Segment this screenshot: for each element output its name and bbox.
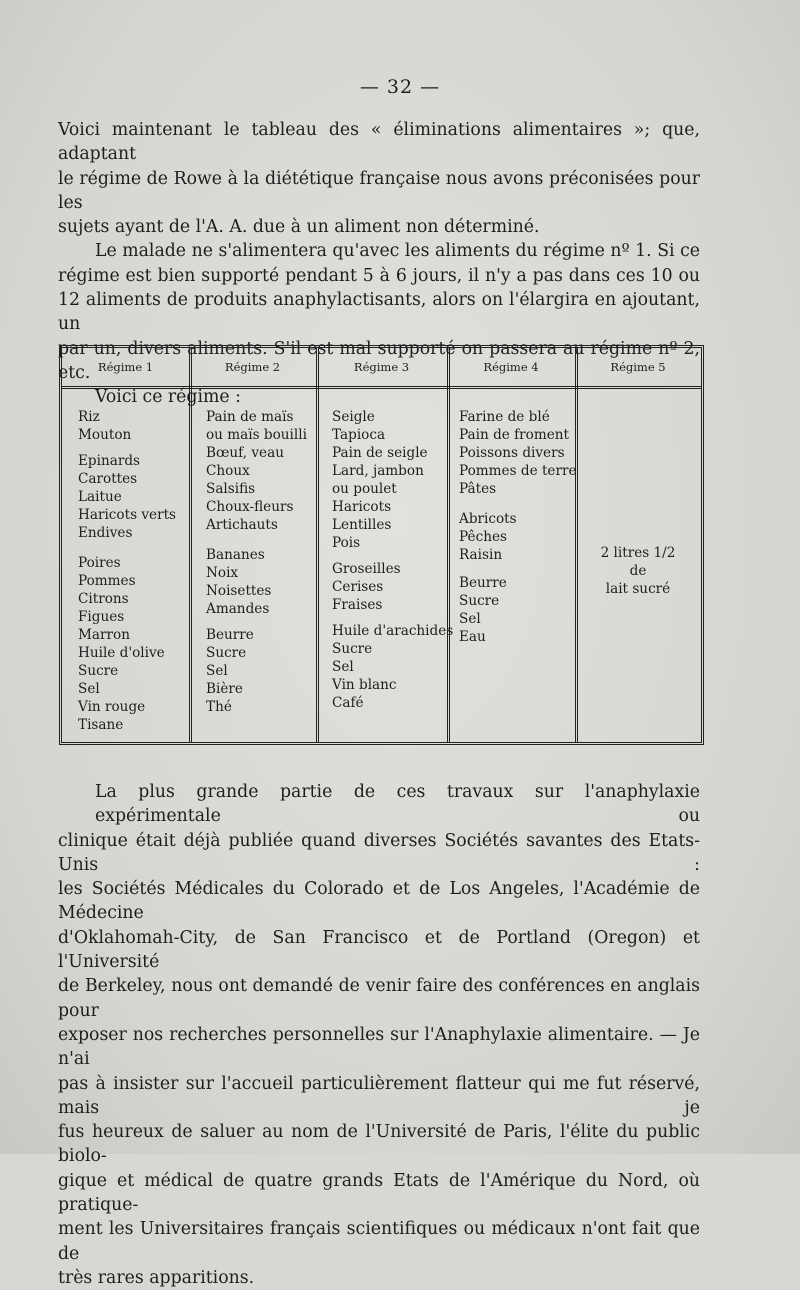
list-item: Sucre — [332, 641, 373, 657]
column-header: Régime 4 — [483, 360, 539, 374]
list-item: Pain de maïs — [206, 409, 294, 425]
outro-paragraph — [58, 780, 700, 1290]
list-item: lait sucré — [605, 581, 671, 597]
regime-3-list — [332, 408, 453, 712]
list-item: Sucre — [206, 645, 247, 661]
list-item: Sel — [459, 611, 481, 627]
regime-5-list — [575, 544, 701, 598]
column-header: Régime 3 — [353, 360, 410, 374]
list-item: Sel — [206, 663, 228, 679]
column-regime-3 — [316, 348, 454, 742]
regime-2-list — [206, 408, 307, 716]
list-item: Cerises — [332, 579, 384, 595]
list-item: Mouton — [78, 427, 132, 443]
list-item: de — [629, 563, 647, 579]
text-line: régime est bien supporté pendant 5 à 6 jours, il n'y a pas dans ces 10 ou — [58, 265, 700, 286]
list-item: Haricots — [332, 499, 392, 515]
text-line: fus heureux de saluer au nom de l'Université de Paris, l'élite du public biolo- — [58, 1122, 700, 1167]
list-item: Poires — [78, 555, 121, 571]
list-item: Pêches — [459, 529, 507, 545]
column-regime-4 — [447, 348, 575, 742]
list-item: ou poulet — [332, 481, 397, 497]
list-item: Noisettes — [206, 583, 272, 599]
list-item: Sel — [78, 681, 100, 697]
list-item: Choux-fleurs — [206, 499, 294, 515]
text-line: gique et médical de quatre grands Etats de l'Amérique du Nord, où pratique- — [58, 1170, 700, 1216]
text-line: exposer nos recherches personnelles sur l'Anaphylaxie alimentaire. — Je n'ai — [58, 1024, 700, 1070]
list-item: Salsifis — [206, 481, 256, 497]
list-item: Endives — [78, 525, 133, 541]
text-line: très rares apparitions. — [58, 1267, 255, 1288]
list-item: Marron — [78, 627, 130, 643]
list-item: Abricots — [459, 511, 517, 527]
list-item: Riz — [78, 409, 100, 425]
text-line: d'Oklahomah-City, de San Francisco et de Portland (Oregon) et l'Université — [58, 927, 700, 973]
list-item: Sucre — [78, 663, 119, 679]
text-line: le régime de Rowe à la diététique française nous avons préconisées pour les — [58, 168, 700, 213]
list-item: Citrons — [78, 591, 129, 607]
text-line: de Berkeley, nous ont demandé de venir faire des conférences en anglais pour — [58, 976, 700, 1021]
list-item: Seigle — [332, 409, 375, 425]
list-item: Raisin — [459, 547, 503, 563]
list-item: Amandes — [206, 601, 270, 617]
page-number: — 32 — — [359, 76, 441, 98]
list-item: Beurre — [459, 575, 507, 591]
column-header: Régime 2 — [224, 360, 281, 374]
list-item: Sel — [332, 659, 354, 675]
text-line: Voici ce régime : — [95, 387, 241, 408]
column-header: Régime 5 — [610, 360, 666, 374]
list-item: Pain de froment — [459, 427, 569, 443]
list-item: Carottes — [78, 471, 138, 487]
list-item: Vin rouge — [78, 699, 146, 715]
text-line: par un, divers aliments. S'il est mal supporté on passera au régime nº 2, etc. — [58, 338, 700, 383]
list-item: Laitue — [78, 489, 122, 505]
list-item: Pain de seigle — [332, 445, 428, 461]
text-line: les Sociétés Médicales du Colorado et de Los Angeles, l'Académie de Médecine — [58, 879, 700, 924]
list-item: Lard, jambon — [332, 463, 424, 479]
column-header: Régime 1 — [97, 360, 154, 374]
regime-1-list — [78, 408, 176, 734]
list-item: Haricots verts — [78, 507, 177, 523]
column-regime-2 — [189, 348, 316, 742]
list-item: Pois — [332, 535, 361, 551]
list-item: ou maïs bouilli — [206, 427, 307, 443]
text-line: pas à insister sur l'accueil particulièrement flatteur qui me fut réservé, mais je — [58, 1073, 700, 1118]
regime-4-list — [459, 408, 577, 646]
list-item: Choux — [206, 463, 250, 479]
column-regime-5 — [575, 348, 701, 742]
list-item: Huile d'arachides — [332, 623, 454, 639]
list-item: Pommes de terre — [459, 463, 577, 479]
list-item: Tapioca — [332, 427, 386, 443]
list-item: Fraises — [332, 597, 383, 613]
list-item: Noix — [206, 565, 239, 581]
text-line: Le malade ne s'alimentera qu'avec les aliments du régime nº 1. Si ce — [95, 241, 700, 262]
text-line: ment les Universitaires français scientifiques ou médicaux n'ont fait que de — [58, 1219, 700, 1264]
list-item: Huile d'olive — [78, 645, 165, 661]
list-item: Poissons divers — [459, 445, 565, 461]
regime-table — [59, 345, 704, 745]
list-item: Bananes — [206, 547, 265, 563]
list-item: Groseilles — [332, 561, 401, 577]
text-line: clinique était déjà publiée quand diverses Sociétés savantes des Etats-Unis : — [58, 830, 700, 875]
text-line: Voici maintenant le tableau des « éliminations alimentaires »; que, adaptant — [58, 120, 700, 165]
list-item: Pâtes — [459, 481, 497, 497]
list-item: Bière — [206, 681, 243, 697]
list-item: Figues — [78, 609, 125, 625]
list-item: Vin blanc — [332, 677, 397, 693]
list-item: Artichauts — [206, 517, 278, 533]
text-line: 12 aliments de produits anaphylactisants, alors on l'élargira en ajoutant, un — [58, 290, 700, 335]
list-item: Beurre — [206, 627, 254, 643]
list-item: Farine de blé — [459, 409, 550, 425]
list-item: Bœuf, veau — [206, 445, 284, 461]
text-line: La plus grande partie de ces travaux sur l'anaphylaxie expérimentale ou — [95, 782, 700, 827]
list-item: Tisane — [78, 717, 124, 733]
list-item: Eau — [459, 629, 486, 645]
text-line: sujets ayant de l'A. A. due à un aliment non déterminé. — [58, 217, 540, 238]
list-item: 2 litres 1/2 — [600, 545, 676, 561]
list-item: Sucre — [459, 593, 500, 609]
list-item: Pommes — [78, 573, 136, 589]
list-item: Epinards — [78, 453, 141, 469]
list-item: Café — [332, 695, 364, 711]
list-item: Lentilles — [332, 517, 392, 533]
list-item: Thé — [206, 699, 232, 715]
column-regime-1 — [62, 348, 189, 742]
